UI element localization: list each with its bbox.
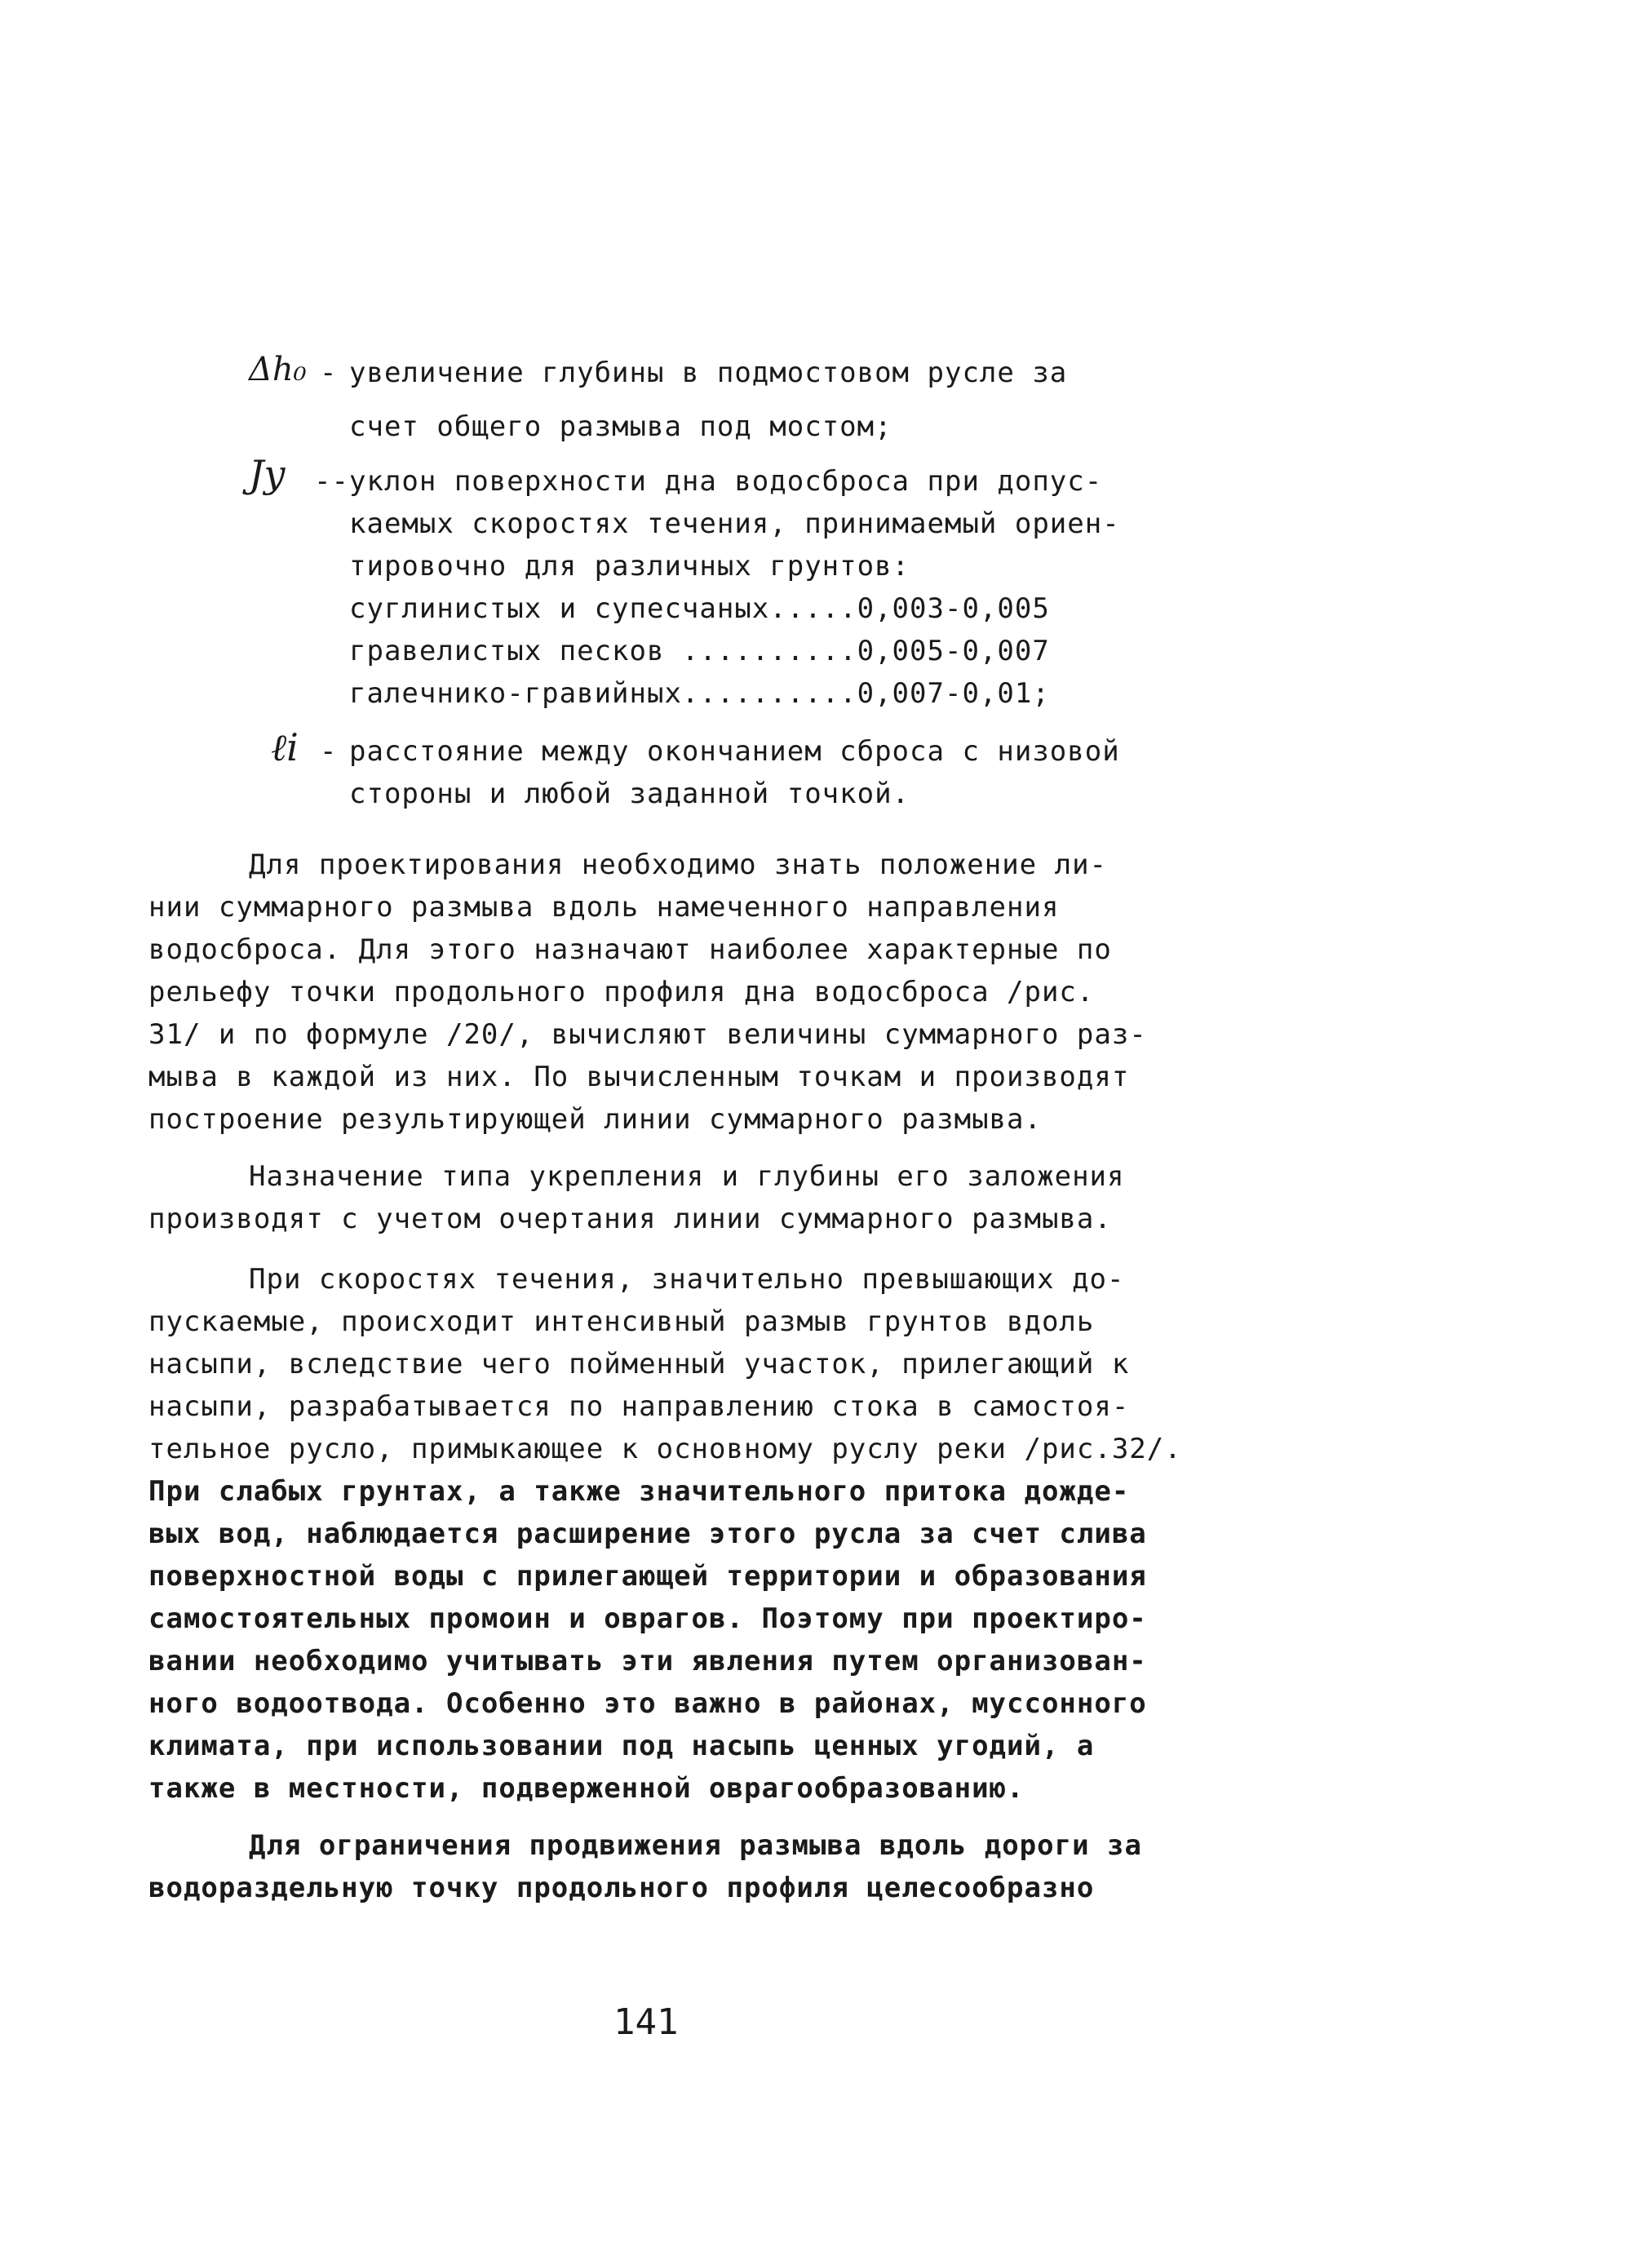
paragraph-line: При скоростях течения, значительно превышающих до- (249, 1263, 1125, 1296)
paragraph-line: пускаемые, происходит интенсивный размыв грунтов вдоль (148, 1305, 1095, 1338)
definition-line: тировочно для различных грунтов: (349, 550, 910, 583)
symbol-jy: Jу (249, 452, 286, 496)
paragraph-line: вых вод, наблюдается расширение этого русла за счет слива (148, 1518, 1147, 1550)
definition-line: гравелистых песков ..........0,005-0,007 (349, 635, 1050, 667)
paragraph-line: вании необходимо учитывать эти явления путем организован- (148, 1645, 1147, 1677)
definition-line: увеличение глубины в подмостовом русле за (349, 357, 1068, 389)
paragraph-line: также в местности, подверженной оврагообразованию. (148, 1772, 1025, 1805)
symbol-delta-h0: Δh₀ (249, 351, 307, 388)
paragraph-line: 31/ и по формуле /20/, вычисляют величины суммарного раз- (148, 1018, 1147, 1051)
paragraph-line: самостоятельных промоин и оврагов. Поэтому при проектиро- (148, 1602, 1147, 1635)
paragraph-line: При слабых грунтах, а также значительного притока дожде- (148, 1475, 1130, 1508)
paragraph-line: мыва в каждой из них. По вычисленным точкам и производят (148, 1061, 1130, 1093)
definition-line: галечнико-гравийных..........0,007-0,01; (349, 677, 1050, 710)
paragraph-line: производят с учетом очертания линии суммарного размыва. (148, 1203, 1112, 1235)
symbol-li: ℓi (271, 725, 299, 769)
paragraph-line: ного водоотвода. Особенно это важно в районах, муссонного (148, 1687, 1147, 1720)
paragraph-line: рельефу точки продольного профиля дна водосброса /рис. (148, 976, 1095, 1008)
page-number: 141 (613, 2001, 679, 2043)
paragraph-line: водораздельную точку продольного профиля целесообразно (148, 1872, 1095, 1904)
paragraph-line: тельное русло, примыкающее к основному руслу реки /рис.32/. (148, 1433, 1182, 1465)
paragraph-line: построение результирующей линии суммарного размыва. (148, 1103, 1042, 1136)
paragraph-line: насыпи, вследствие чего пойменный участок, прилегающий к (148, 1348, 1130, 1380)
definition-line: расстояние между окончанием сброса с низовой (349, 735, 1120, 768)
paragraph-line: Для ограничения продвижения размыва вдоль дороги за (249, 1829, 1142, 1862)
paragraph-line: нии суммарного размыва вдоль намеченного направления (148, 891, 1060, 924)
definition-dash: - (320, 735, 338, 768)
paragraph-line: водосброса. Для этого назначают наиболее характерные по (148, 933, 1112, 966)
paragraph-line: климата, при использовании под насыпь ценных угодий, а (148, 1730, 1095, 1762)
paragraph-line: Назначение типа укрепления и глубины его заложения (249, 1160, 1125, 1193)
definition-line: каемых скоростях течения, принимаемый ориен- (349, 507, 1120, 540)
definition-line: счет общего размыва под мостом; (349, 410, 892, 443)
paragraph-line: поверхностной воды с прилегающей территории и образования (148, 1560, 1147, 1593)
definition-dash: - (320, 357, 338, 389)
definition-line: стороны и любой заданной точкой. (349, 778, 910, 810)
definition-dash: -- (314, 465, 349, 498)
paragraph-line: насыпи, разрабатывается по направлению стока в самостоя- (148, 1390, 1130, 1423)
paragraph-line: Для проектирования необходимо знать положение ли- (249, 849, 1108, 881)
definition-line: уклон поверхности дна водосброса при допус- (349, 465, 1103, 498)
definition-line: суглинистых и супесчаных.....0,003-0,005 (349, 592, 1050, 625)
